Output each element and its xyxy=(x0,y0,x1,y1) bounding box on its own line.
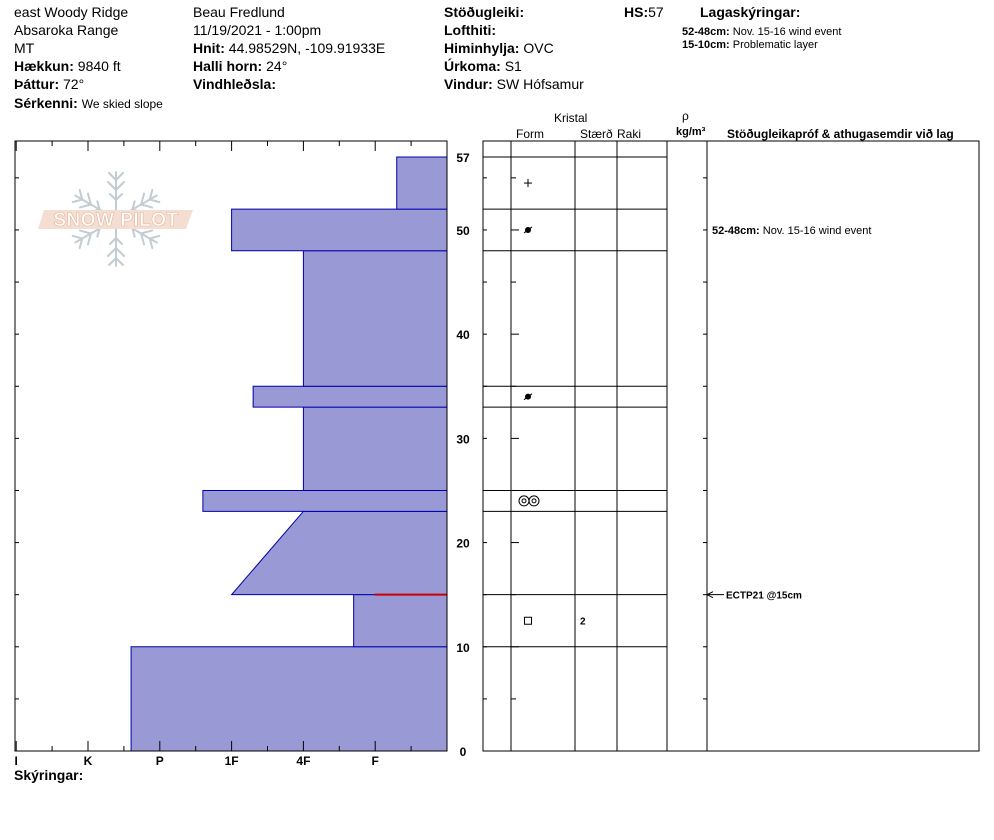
hardness-layer xyxy=(203,490,447,511)
range: Absaroka Range xyxy=(14,22,119,38)
layer-comment: 52-48cm: Nov. 15-16 wind event xyxy=(712,224,872,237)
tests-header: Stöðugleikapróf & athugasemdir við lag xyxy=(727,127,954,141)
slope-label: Halli horn: xyxy=(193,58,263,74)
coords-value: 44.98529N, -109.91933E xyxy=(228,40,386,56)
elevation-label: Hækkun: xyxy=(14,58,74,74)
hardness-tick-label: 4F xyxy=(296,754,311,768)
location: east Woody Ridge xyxy=(14,4,129,20)
depth-tick-label: 20 xyxy=(456,536,470,551)
datetime: 11/19/2021 - 1:00pm xyxy=(193,22,322,38)
wind-value: SW Hófsamur xyxy=(496,76,584,92)
hardness-layer xyxy=(354,595,447,647)
snowflake-logo-icon xyxy=(38,172,193,266)
layer-note-text: Problematic layer xyxy=(732,39,818,51)
wind-label: Vindur: xyxy=(444,76,493,92)
features-value: We skied slope xyxy=(81,97,163,111)
state: MT xyxy=(14,40,35,56)
hardness-layer xyxy=(303,407,447,490)
features-label: Sérkenni: xyxy=(14,95,78,111)
hardness-tick-label: F xyxy=(371,754,379,768)
hs-value: 57 xyxy=(648,4,664,20)
stability-label: Stöðugleiki: xyxy=(444,4,525,20)
hardness-layer xyxy=(232,209,447,251)
crystal-faceted-icon xyxy=(525,617,532,624)
logo-text: SNOW PILOT xyxy=(53,210,179,231)
crystal-size-label: 2 xyxy=(580,616,586,628)
air-temp-label: Lofthiti: xyxy=(444,22,497,38)
comments-label: Skýringar: xyxy=(14,767,84,783)
crystal-melt-freeze-icon xyxy=(522,499,526,503)
depth-tick-label: 40 xyxy=(456,328,470,343)
sky-value: OVC xyxy=(523,40,554,56)
density-unit-header: kg/m³ xyxy=(676,126,706,138)
layer-note-range: 52-48cm: xyxy=(682,26,730,38)
depth-tick-label: 57 xyxy=(456,151,470,165)
depth-tick-label: 10 xyxy=(456,640,470,655)
observer: Beau Fredlund xyxy=(193,4,285,20)
crystal-melt-freeze-icon xyxy=(529,496,539,506)
elevation-value: 9840 ft xyxy=(77,58,121,74)
layer-notes-label: Lagaskýringar: xyxy=(700,4,801,20)
aspect-label: Þáttur: xyxy=(14,76,60,92)
hardness-layer xyxy=(232,511,447,594)
crystal-header: Kristal xyxy=(554,111,588,125)
sky-label: Himinhylja: xyxy=(444,40,520,56)
hardness-tick-label: P xyxy=(155,754,164,768)
hardness-layer xyxy=(131,647,447,751)
size-header: Stærð xyxy=(580,127,613,141)
moisture-header: Raki xyxy=(617,127,642,141)
stability-test-label: ECTP21 @15cm xyxy=(726,590,802,602)
precip-value: S1 xyxy=(504,58,522,74)
hardness-layer xyxy=(303,251,447,386)
layer-note-text: Nov. 15-16 wind event xyxy=(732,26,842,38)
hardness-layer xyxy=(397,157,447,209)
aspect-value: 72° xyxy=(63,76,85,92)
crystal-melt-freeze-icon xyxy=(519,496,529,506)
depth-tick-label: 0 xyxy=(459,745,467,759)
slope-value: 24° xyxy=(266,58,288,74)
wind-loading-label: Vindhleðsla: xyxy=(193,76,276,92)
form-header: Form xyxy=(516,127,544,141)
hardness-tick-label: I xyxy=(14,754,18,768)
hardness-layer xyxy=(253,386,447,407)
hardness-tick-label: K xyxy=(83,754,93,768)
depth-tick-label: 30 xyxy=(456,432,470,447)
hardness-tick-label: 1F xyxy=(224,754,239,768)
precip-label: Úrkoma: xyxy=(444,58,501,74)
coords-label: Hnit: xyxy=(193,40,225,56)
rho-header: ρ xyxy=(682,109,689,123)
depth-tick-label: 50 xyxy=(456,223,470,238)
hs-label: HS: xyxy=(624,4,649,20)
layer-note-range: 15-10cm: xyxy=(682,39,730,51)
crystal-melt-freeze-icon xyxy=(532,499,536,503)
